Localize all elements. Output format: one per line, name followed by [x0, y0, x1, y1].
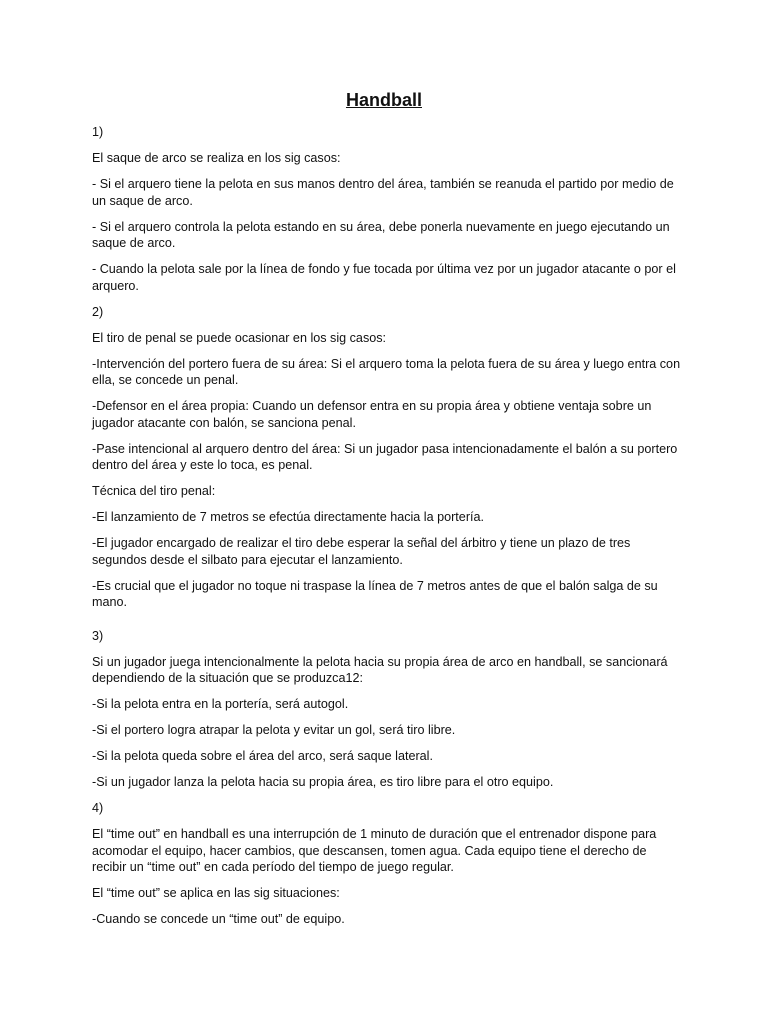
paragraph: - Si el arquero controla la pelota estando en su área, debe ponerla nuevamente en juego ejecutando un saque de arco.	[92, 219, 670, 250]
paragraph: -Si la pelota queda sobre el área del arco, será saque lateral.	[92, 749, 433, 763]
paragraph: -Es crucial que el jugador no toque ni traspase la línea de 7 metros antes de que el balón salga de su mano.	[92, 578, 658, 609]
paragraph: -Intervención del portero fuera de su área: Si el arquero toma la pelota fuera de su área y luego entra con ella, se concede un penal.	[92, 356, 681, 387]
section-number-3: 3)	[92, 628, 104, 643]
paragraph: - Si el arquero tiene la pelota en sus manos dentro del área, también se reanuda el partido por medio de un saque de arco.	[92, 177, 674, 208]
paragraph: -Si el portero logra atrapar la pelota y evitar un gol, será tiro libre.	[92, 723, 456, 737]
paragraph: El “time out” en handball es una interrupción de 1 minuto de duración que el entrenador dispone para acomodar el equipo, hacer cambios, que descansen, tomen agua. Cada equipo tiene el derecho de recibir un “time out” en cada período del tiempo de juego regular.	[92, 827, 657, 874]
paragraph: -Pase intencional al arquero dentro del área: Si un jugador pasa intencionadamente el balón a su portero dentro del área y este lo toca, es penal.	[92, 441, 678, 472]
paragraph: Si un jugador juega intencionalmente la pelota hacia su propia área de arco en handball, se sancionará dependiendo de la situación que se produzca12:	[92, 654, 668, 685]
document-body	[92, 124, 684, 937]
paragraph: -Si un jugador lanza la pelota hacia su propia área, es tiro libre para el otro equipo.	[92, 775, 554, 789]
document-title: Handball	[345, 90, 422, 110]
section-number-4: 4)	[92, 801, 104, 815]
paragraph: -Cuando se concede un “time out” de equipo.	[92, 912, 345, 926]
paragraph: El “time out” se aplica en las sig situaciones:	[92, 886, 340, 900]
paragraph: - Cuando la pelota sale por la línea de fondo y fue tocada por última vez por un jugador atacante o por el arquero.	[92, 262, 676, 293]
paragraph: El saque de arco se realiza en los sig casos:	[92, 151, 341, 165]
paragraph: -Si la pelota entra en la portería, será autogol.	[92, 697, 349, 711]
paragraph: Técnica del tiro penal:	[92, 484, 216, 498]
paragraph: El tiro de penal se puede ocasionar en los sig casos:	[92, 330, 387, 345]
paragraph: -El lanzamiento de 7 metros se efectúa directamente hacia la portería.	[92, 510, 485, 524]
section-number-2: 2)	[92, 304, 104, 319]
paragraph: -Defensor en el área propia: Cuando un defensor entra en su propia área y obtiene ventaja sobre un jugador atacante con balón, se sanciona penal.	[92, 399, 652, 430]
section-number-1: 1)	[92, 125, 104, 139]
paragraph: -El jugador encargado de realizar el tiro debe esperar la señal del árbitro y tiene un plazo de tres segundos desde el silbato para ejecutar el lanzamiento.	[92, 536, 631, 567]
